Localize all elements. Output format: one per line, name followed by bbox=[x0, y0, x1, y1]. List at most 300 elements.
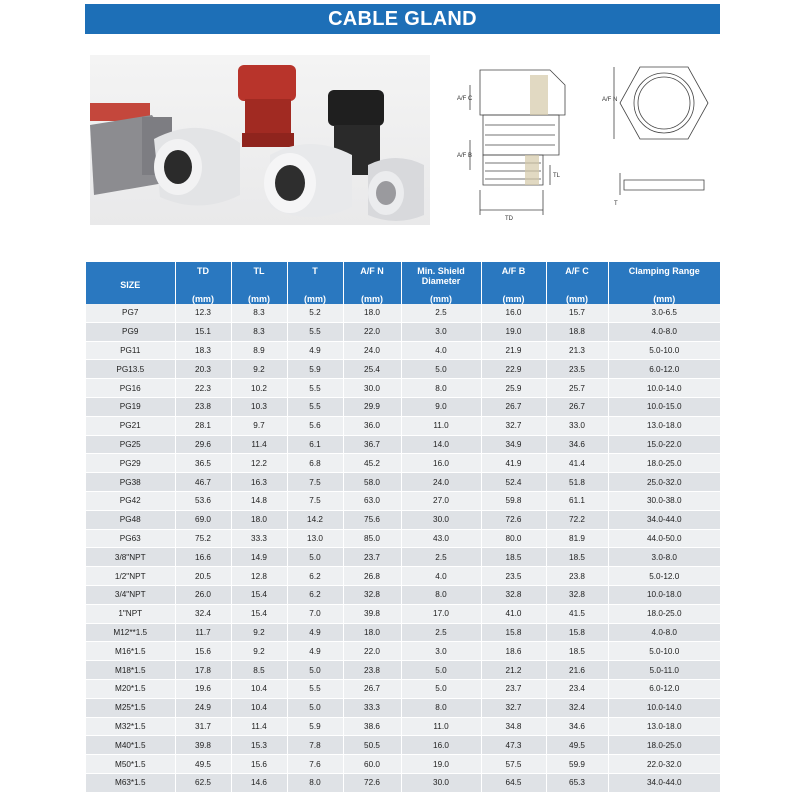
value-cell: 20.5 bbox=[175, 567, 231, 586]
column-header-unit: (mm) bbox=[248, 293, 270, 304]
value-cell: 30.0 bbox=[401, 773, 481, 792]
value-cell: 12.8 bbox=[231, 567, 287, 586]
value-cell: 6.0-12.0 bbox=[608, 679, 720, 698]
table-row bbox=[86, 379, 720, 398]
value-cell: 24.0 bbox=[343, 341, 401, 360]
value-cell: 4.0 bbox=[401, 341, 481, 360]
value-cell: 5.0 bbox=[401, 360, 481, 379]
column-header bbox=[401, 262, 481, 304]
value-cell: 11.4 bbox=[231, 717, 287, 736]
value-cell: 14.0 bbox=[401, 435, 481, 454]
value-cell: 8.3 bbox=[231, 304, 287, 322]
value-cell: 14.2 bbox=[287, 510, 343, 529]
value-cell: 5.0 bbox=[401, 679, 481, 698]
value-cell: 6.2 bbox=[287, 585, 343, 604]
size-cell: PG38 bbox=[86, 473, 175, 492]
size-cell: M40*1.5 bbox=[86, 736, 175, 755]
value-cell: 34.6 bbox=[546, 435, 608, 454]
table-header-row bbox=[86, 262, 720, 304]
value-cell: 3.0-6.5 bbox=[608, 304, 720, 322]
column-header-unit: (mm) bbox=[566, 293, 588, 304]
column-header-label: Min. Shield Diameter bbox=[417, 265, 465, 286]
value-cell: 10.0-14.0 bbox=[608, 379, 720, 398]
value-cell: 5.0-10.0 bbox=[608, 642, 720, 661]
value-cell: 4.0-8.0 bbox=[608, 623, 720, 642]
value-cell: 28.1 bbox=[175, 416, 231, 435]
value-cell: 33.3 bbox=[343, 698, 401, 717]
value-cell: 33.3 bbox=[231, 529, 287, 548]
cable-glands-illustration bbox=[90, 55, 430, 225]
side-view-drawing bbox=[455, 55, 595, 230]
value-cell: 57.5 bbox=[481, 755, 546, 774]
value-cell: 41.0 bbox=[481, 604, 546, 623]
label-af-c: A/F C bbox=[457, 96, 473, 102]
table-row bbox=[86, 661, 720, 680]
value-cell: 32.4 bbox=[175, 604, 231, 623]
value-cell: 64.5 bbox=[481, 773, 546, 792]
table-row bbox=[86, 717, 720, 736]
table-row bbox=[86, 435, 720, 454]
value-cell: 9.7 bbox=[231, 416, 287, 435]
label-td: TD bbox=[505, 216, 513, 222]
value-cell: 4.9 bbox=[287, 341, 343, 360]
value-cell: 7.6 bbox=[287, 755, 343, 774]
value-cell: 8.3 bbox=[231, 322, 287, 341]
table-row bbox=[86, 416, 720, 435]
value-cell: 8.9 bbox=[231, 341, 287, 360]
table-row bbox=[86, 397, 720, 416]
column-header bbox=[343, 262, 401, 304]
value-cell: 18.0-25.0 bbox=[608, 736, 720, 755]
value-cell: 63.0 bbox=[343, 491, 401, 510]
value-cell: 47.3 bbox=[481, 736, 546, 755]
value-cell: 18.8 bbox=[546, 322, 608, 341]
value-cell: 8.0 bbox=[287, 773, 343, 792]
column-header-unit: (mm) bbox=[304, 293, 326, 304]
value-cell: 32.8 bbox=[343, 585, 401, 604]
size-cell: PG42 bbox=[86, 491, 175, 510]
table-row bbox=[86, 604, 720, 623]
size-cell: PG9 bbox=[86, 322, 175, 341]
value-cell: 52.4 bbox=[481, 473, 546, 492]
value-cell: 5.5 bbox=[287, 379, 343, 398]
value-cell: 5.0 bbox=[287, 548, 343, 567]
value-cell: 60.0 bbox=[343, 755, 401, 774]
value-cell: 75.6 bbox=[343, 510, 401, 529]
table-body bbox=[86, 304, 720, 792]
value-cell: 15.8 bbox=[481, 623, 546, 642]
table-row bbox=[86, 491, 720, 510]
value-cell: 22.0 bbox=[343, 322, 401, 341]
value-cell: 30.0 bbox=[401, 510, 481, 529]
column-header-unit: (mm) bbox=[192, 293, 214, 304]
value-cell: 72.2 bbox=[546, 510, 608, 529]
column-header-label: Clamping Range bbox=[628, 265, 700, 276]
value-cell: 16.6 bbox=[175, 548, 231, 567]
value-cell: 23.7 bbox=[481, 679, 546, 698]
column-header-unit: (mm) bbox=[430, 293, 452, 304]
value-cell: 14.8 bbox=[231, 491, 287, 510]
table-row bbox=[86, 322, 720, 341]
table-row bbox=[86, 454, 720, 473]
size-cell: M20*1.5 bbox=[86, 679, 175, 698]
value-cell: 7.5 bbox=[287, 491, 343, 510]
column-header-label: A/F N bbox=[360, 265, 384, 276]
value-cell: 69.0 bbox=[175, 510, 231, 529]
value-cell: 11.7 bbox=[175, 623, 231, 642]
value-cell: 80.0 bbox=[481, 529, 546, 548]
value-cell: 26.0 bbox=[175, 585, 231, 604]
column-header bbox=[546, 262, 608, 304]
value-cell: 50.5 bbox=[343, 736, 401, 755]
table-row bbox=[86, 755, 720, 774]
table-row bbox=[86, 773, 720, 792]
size-cell: M50*1.5 bbox=[86, 755, 175, 774]
value-cell: 11.0 bbox=[401, 416, 481, 435]
value-cell: 32.8 bbox=[481, 585, 546, 604]
size-cell: PG7 bbox=[86, 304, 175, 322]
value-cell: 34.0-44.0 bbox=[608, 510, 720, 529]
value-cell: 5.5 bbox=[287, 322, 343, 341]
size-cell: M25*1.5 bbox=[86, 698, 175, 717]
value-cell: 18.3 bbox=[175, 341, 231, 360]
value-cell: 16.0 bbox=[401, 454, 481, 473]
value-cell: 41.4 bbox=[546, 454, 608, 473]
value-cell: 4.0 bbox=[401, 567, 481, 586]
value-cell: 8.0 bbox=[401, 698, 481, 717]
value-cell: 8.5 bbox=[231, 661, 287, 680]
value-cell: 29.9 bbox=[343, 397, 401, 416]
column-header-label: SIZE bbox=[120, 279, 141, 290]
table-row bbox=[86, 548, 720, 567]
value-cell: 20.3 bbox=[175, 360, 231, 379]
value-cell: 2.5 bbox=[401, 304, 481, 322]
size-cell: M16*1.5 bbox=[86, 642, 175, 661]
value-cell: 8.0 bbox=[401, 379, 481, 398]
value-cell: 10.4 bbox=[231, 679, 287, 698]
column-header-unit: (mm) bbox=[653, 293, 676, 304]
value-cell: 16.0 bbox=[401, 736, 481, 755]
value-cell: 72.6 bbox=[481, 510, 546, 529]
label-af-b: A/F B bbox=[457, 153, 473, 159]
value-cell: 26.7 bbox=[546, 397, 608, 416]
table-row bbox=[86, 642, 720, 661]
value-cell: 34.9 bbox=[481, 435, 546, 454]
value-cell: 5.9 bbox=[287, 360, 343, 379]
value-cell: 15.6 bbox=[175, 642, 231, 661]
value-cell: 36.7 bbox=[343, 435, 401, 454]
value-cell: 6.0-12.0 bbox=[608, 360, 720, 379]
value-cell: 21.6 bbox=[546, 661, 608, 680]
table-row bbox=[86, 304, 720, 322]
value-cell: 34.6 bbox=[546, 717, 608, 736]
value-cell: 19.0 bbox=[481, 322, 546, 341]
value-cell: 36.0 bbox=[343, 416, 401, 435]
value-cell: 58.0 bbox=[343, 473, 401, 492]
label-t: T bbox=[614, 201, 618, 207]
value-cell: 44.0-50.0 bbox=[608, 529, 720, 548]
value-cell: 5.0-11.0 bbox=[608, 661, 720, 680]
value-cell: 2.5 bbox=[401, 623, 481, 642]
column-header-label: TD bbox=[197, 265, 209, 276]
value-cell: 10.2 bbox=[231, 379, 287, 398]
value-cell: 15.4 bbox=[231, 604, 287, 623]
column-header-label: A/F B bbox=[501, 265, 526, 276]
size-cell: 3/8"NPT bbox=[86, 548, 175, 567]
value-cell: 15.1 bbox=[175, 322, 231, 341]
value-cell: 12.3 bbox=[175, 304, 231, 322]
value-cell: 38.6 bbox=[343, 717, 401, 736]
value-cell: 6.2 bbox=[287, 567, 343, 586]
value-cell: 18.5 bbox=[481, 548, 546, 567]
value-cell: 17.8 bbox=[175, 661, 231, 680]
value-cell: 17.0 bbox=[401, 604, 481, 623]
value-cell: 45.2 bbox=[343, 454, 401, 473]
value-cell: 2.5 bbox=[401, 548, 481, 567]
table-row bbox=[86, 360, 720, 379]
table-row bbox=[86, 679, 720, 698]
table-row bbox=[86, 736, 720, 755]
value-cell: 7.0 bbox=[287, 604, 343, 623]
table-row bbox=[86, 510, 720, 529]
column-header-label: A/F C bbox=[565, 265, 589, 276]
value-cell: 85.0 bbox=[343, 529, 401, 548]
value-cell: 30.0 bbox=[343, 379, 401, 398]
value-cell: 25.7 bbox=[546, 379, 608, 398]
value-cell: 15.6 bbox=[231, 755, 287, 774]
value-cell: 14.6 bbox=[231, 773, 287, 792]
column-header-label: TL bbox=[253, 265, 265, 276]
value-cell: 4.9 bbox=[287, 623, 343, 642]
value-cell: 24.0 bbox=[401, 473, 481, 492]
size-cell: PG16 bbox=[86, 379, 175, 398]
value-cell: 49.5 bbox=[175, 755, 231, 774]
value-cell: 34.8 bbox=[481, 717, 546, 736]
value-cell: 5.0 bbox=[287, 661, 343, 680]
value-cell: 23.8 bbox=[175, 397, 231, 416]
value-cell: 7.8 bbox=[287, 736, 343, 755]
value-cell: 26.7 bbox=[481, 397, 546, 416]
value-cell: 41.5 bbox=[546, 604, 608, 623]
value-cell: 31.7 bbox=[175, 717, 231, 736]
value-cell: 23.5 bbox=[546, 360, 608, 379]
table-row bbox=[86, 698, 720, 717]
size-cell: PG25 bbox=[86, 435, 175, 454]
value-cell: 9.2 bbox=[231, 623, 287, 642]
value-cell: 4.0-8.0 bbox=[608, 322, 720, 341]
value-cell: 41.9 bbox=[481, 454, 546, 473]
value-cell: 5.0-12.0 bbox=[608, 567, 720, 586]
value-cell: 18.5 bbox=[546, 642, 608, 661]
value-cell: 12.2 bbox=[231, 454, 287, 473]
size-cell: PG21 bbox=[86, 416, 175, 435]
value-cell: 13.0 bbox=[287, 529, 343, 548]
value-cell: 9.2 bbox=[231, 642, 287, 661]
size-cell: M12**1.5 bbox=[86, 623, 175, 642]
size-cell: PG13.5 bbox=[86, 360, 175, 379]
value-cell: 25.9 bbox=[481, 379, 546, 398]
value-cell: 24.9 bbox=[175, 698, 231, 717]
value-cell: 15.0-22.0 bbox=[608, 435, 720, 454]
column-header bbox=[86, 262, 175, 304]
value-cell: 10.4 bbox=[231, 698, 287, 717]
value-cell: 9.0 bbox=[401, 397, 481, 416]
value-cell: 75.2 bbox=[175, 529, 231, 548]
value-cell: 18.5 bbox=[546, 548, 608, 567]
value-cell: 23.8 bbox=[343, 661, 401, 680]
value-cell: 62.5 bbox=[175, 773, 231, 792]
value-cell: 5.5 bbox=[287, 679, 343, 698]
value-cell: 22.0-32.0 bbox=[608, 755, 720, 774]
value-cell: 46.7 bbox=[175, 473, 231, 492]
value-cell: 11.4 bbox=[231, 435, 287, 454]
value-cell: 25.0-32.0 bbox=[608, 473, 720, 492]
value-cell: 6.8 bbox=[287, 454, 343, 473]
value-cell: 10.3 bbox=[231, 397, 287, 416]
value-cell: 3.0 bbox=[401, 322, 481, 341]
size-cell: M32*1.5 bbox=[86, 717, 175, 736]
value-cell: 10.0-18.0 bbox=[608, 585, 720, 604]
value-cell: 6.1 bbox=[287, 435, 343, 454]
value-cell: 4.9 bbox=[287, 642, 343, 661]
table-row bbox=[86, 473, 720, 492]
value-cell: 18.0-25.0 bbox=[608, 454, 720, 473]
value-cell: 26.7 bbox=[343, 679, 401, 698]
value-cell: 5.0 bbox=[401, 661, 481, 680]
value-cell: 18.0 bbox=[231, 510, 287, 529]
value-cell: 18.6 bbox=[481, 642, 546, 661]
table-row bbox=[86, 529, 720, 548]
size-cell: PG48 bbox=[86, 510, 175, 529]
size-cell: PG19 bbox=[86, 397, 175, 416]
value-cell: 81.9 bbox=[546, 529, 608, 548]
value-cell: 5.0-10.0 bbox=[608, 341, 720, 360]
value-cell: 23.8 bbox=[546, 567, 608, 586]
value-cell: 14.9 bbox=[231, 548, 287, 567]
value-cell: 39.8 bbox=[175, 736, 231, 755]
value-cell: 23.7 bbox=[343, 548, 401, 567]
value-cell: 26.8 bbox=[343, 567, 401, 586]
value-cell: 10.0-14.0 bbox=[608, 698, 720, 717]
value-cell: 22.3 bbox=[175, 379, 231, 398]
value-cell: 23.4 bbox=[546, 679, 608, 698]
value-cell: 13.0-18.0 bbox=[608, 416, 720, 435]
table-row bbox=[86, 567, 720, 586]
value-cell: 32.7 bbox=[481, 698, 546, 717]
column-header bbox=[608, 262, 720, 304]
value-cell: 13.0-18.0 bbox=[608, 717, 720, 736]
value-cell: 3.0 bbox=[401, 642, 481, 661]
column-header-label: T bbox=[312, 265, 318, 276]
value-cell: 5.0 bbox=[287, 698, 343, 717]
value-cell: 59.9 bbox=[546, 755, 608, 774]
value-cell: 5.2 bbox=[287, 304, 343, 322]
value-cell: 22.9 bbox=[481, 360, 546, 379]
value-cell: 15.8 bbox=[546, 623, 608, 642]
size-cell: PG11 bbox=[86, 341, 175, 360]
value-cell: 15.7 bbox=[546, 304, 608, 322]
value-cell: 16.0 bbox=[481, 304, 546, 322]
value-cell: 25.4 bbox=[343, 360, 401, 379]
size-cell: M63*1.5 bbox=[86, 773, 175, 792]
value-cell: 19.0 bbox=[401, 755, 481, 774]
size-cell: 3/4"NPT bbox=[86, 585, 175, 604]
value-cell: 32.8 bbox=[546, 585, 608, 604]
value-cell: 43.0 bbox=[401, 529, 481, 548]
value-cell: 8.0 bbox=[401, 585, 481, 604]
specification-table bbox=[86, 262, 720, 793]
value-cell: 72.6 bbox=[343, 773, 401, 792]
value-cell: 5.5 bbox=[287, 397, 343, 416]
value-cell: 39.8 bbox=[343, 604, 401, 623]
value-cell: 18.0 bbox=[343, 623, 401, 642]
size-cell: 1/2"NPT bbox=[86, 567, 175, 586]
value-cell: 5.9 bbox=[287, 717, 343, 736]
value-cell: 65.3 bbox=[546, 773, 608, 792]
value-cell: 19.6 bbox=[175, 679, 231, 698]
value-cell: 21.2 bbox=[481, 661, 546, 680]
product-photo bbox=[90, 55, 430, 225]
value-cell: 59.8 bbox=[481, 491, 546, 510]
table-row bbox=[86, 623, 720, 642]
label-af-n: A/F N bbox=[602, 97, 618, 103]
column-header-unit: (mm) bbox=[502, 293, 525, 304]
size-cell: PG29 bbox=[86, 454, 175, 473]
label-tl: TL bbox=[553, 173, 561, 179]
size-cell: 1"NPT bbox=[86, 604, 175, 623]
column-header bbox=[287, 262, 343, 304]
column-header bbox=[481, 262, 546, 304]
page-title-banner bbox=[85, 4, 720, 34]
value-cell: 33.0 bbox=[546, 416, 608, 435]
value-cell: 15.4 bbox=[231, 585, 287, 604]
value-cell: 10.0-15.0 bbox=[608, 397, 720, 416]
size-cell: M18*1.5 bbox=[86, 661, 175, 680]
value-cell: 9.2 bbox=[231, 360, 287, 379]
size-cell: PG63 bbox=[86, 529, 175, 548]
value-cell: 53.6 bbox=[175, 491, 231, 510]
value-cell: 49.5 bbox=[546, 736, 608, 755]
value-cell: 23.5 bbox=[481, 567, 546, 586]
value-cell: 5.6 bbox=[287, 416, 343, 435]
value-cell: 7.5 bbox=[287, 473, 343, 492]
value-cell: 34.0-44.0 bbox=[608, 773, 720, 792]
table-row bbox=[86, 585, 720, 604]
table-row bbox=[86, 341, 720, 360]
value-cell: 11.0 bbox=[401, 717, 481, 736]
value-cell: 21.3 bbox=[546, 341, 608, 360]
value-cell: 15.3 bbox=[231, 736, 287, 755]
value-cell: 51.8 bbox=[546, 473, 608, 492]
page-title: CABLE GLAND bbox=[328, 7, 477, 30]
value-cell: 18.0-25.0 bbox=[608, 604, 720, 623]
column-header bbox=[175, 262, 231, 304]
column-header bbox=[231, 262, 287, 304]
value-cell: 32.7 bbox=[481, 416, 546, 435]
value-cell: 16.3 bbox=[231, 473, 287, 492]
value-cell: 36.5 bbox=[175, 454, 231, 473]
value-cell: 22.0 bbox=[343, 642, 401, 661]
value-cell: 32.4 bbox=[546, 698, 608, 717]
front-view-drawing bbox=[600, 55, 715, 230]
value-cell: 27.0 bbox=[401, 491, 481, 510]
value-cell: 3.0-8.0 bbox=[608, 548, 720, 567]
value-cell: 29.6 bbox=[175, 435, 231, 454]
value-cell: 30.0-38.0 bbox=[608, 491, 720, 510]
column-header-unit: (mm) bbox=[361, 293, 383, 304]
value-cell: 21.9 bbox=[481, 341, 546, 360]
value-cell: 18.0 bbox=[343, 304, 401, 322]
